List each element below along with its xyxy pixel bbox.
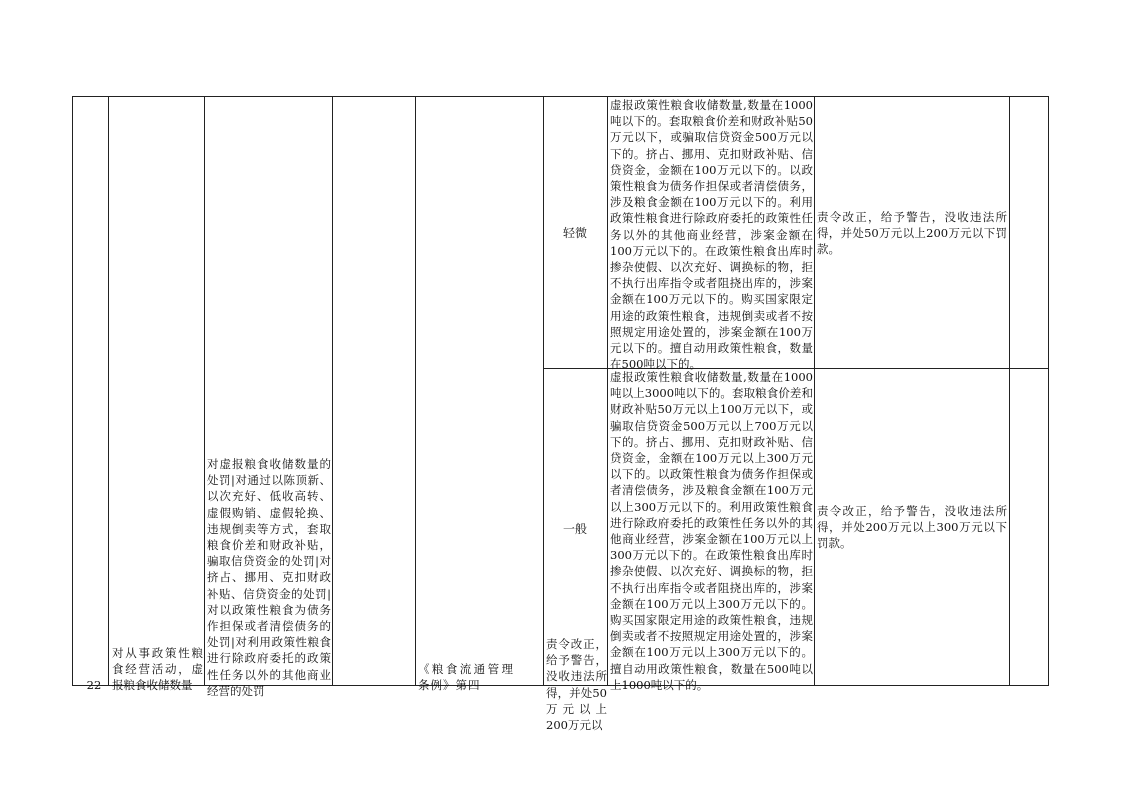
grid-line — [108, 97, 109, 685]
penalty-general: 责令改正，给予警告，没收违法所得，并处200万元以上300万元以下罚款。 — [817, 504, 1007, 551]
circumstances-general: 虚报政策性粮食收储数量,数量在1000吨以上3000吨以下的。套取粮食价差和财政补贴50万元以上100万元以下，或骗取信贷资金500万元以上700万元以下的。挤占、挪用、克扣财政补贴、信贷资金，金额在100万元以上300万元以下的。以政策性粮食为债务作担保或者清偿债务，涉及粮食金额在100万元以上300万元以下的。利用政策性粮食进行除政府委托的政策性任务以外的其他商业经营，涉案金额在100万元以上300万元以下的。在政策性粮食出库时掺杂使假、以次充好、调换标的物，拒不执行出库指令或者阻挠出库的，涉案金额在100万元以上300万元以下的。购买国家限定用途的政策性粮食，违规倒卖或者不按照规定用途处置的，涉案金额在100万元以上300万元以下的。擅自动用政策性粮食，数量在500吨以上1000吨以下的。 — [610, 370, 813, 692]
grid-line — [204, 97, 205, 685]
penalty-minor: 责令改正，给予警告，没收违法所得，并处50万元以上200万元以下罚款。 — [817, 210, 1007, 257]
item-description: 对虚报粮食收储数量的处罚|对通过以陈顶新、以次充好、低收高转、虚假购销、虚假轮换、违规倒卖等方式，套取粮食价差和财政补贴，骗取信贷资金的处罚|对挤占、挪用、克扣财政补贴、信贷资金的处罚|对以政策性粮食为债务作担保或者清偿债务的处罚|对利用政策性粮食进行除政府委托的政策性任务以外的其他商业经营的处罚 — [207, 457, 331, 698]
circumstances-minor: 虚报政策性粮食收储数量,数量在1000吨以下的。套取粮食价差和财政补贴50万元以下，或骗取信贷资金500万元以下的。挤占、挪用、克扣财政补贴、信贷资金，金额在100万元以下的。以政策性粮食为债务作担保或者清偿债务，涉及粮食金额在100万元以下的。利用政策性粮食进行除政府委托的政策性任务以外的其他商业经营，涉案金额在100万元以下的。在政策性粮食出库时掺杂使假、以次充好、调换标的物，拒不执行出库指令或者阻挠出库的，涉案金额在100万元以下的。购买国家限定用途的政策性粮食，违规倒卖或者不按照规定用途处置的，涉案金额在100万元以下的。擅自动用政策性粮食，数量在500吨以下的。 — [610, 98, 813, 372]
severity-level-general: 一般 — [562, 522, 587, 536]
category-text: 对从事政策性粮食经营活动，虚报粮食收储数量 — [112, 646, 203, 693]
grid-line — [607, 97, 608, 685]
empty-cell — [1010, 97, 1049, 367]
grid-line — [415, 97, 416, 685]
grid-line — [332, 97, 333, 685]
severity-level-minor: 轻微 — [562, 226, 587, 240]
base-penalty: 责令改正，给予警告，没收违法所得，并处50万元以上200万元以 — [546, 637, 607, 733]
empty-cell — [1010, 369, 1049, 687]
penalty-table — [72, 96, 1049, 733]
row-number: 22 — [86, 678, 102, 692]
grid-line — [543, 97, 544, 685]
legal-basis: 《粮食流通管理条例》第四 — [418, 662, 514, 693]
grid-line — [814, 97, 815, 685]
